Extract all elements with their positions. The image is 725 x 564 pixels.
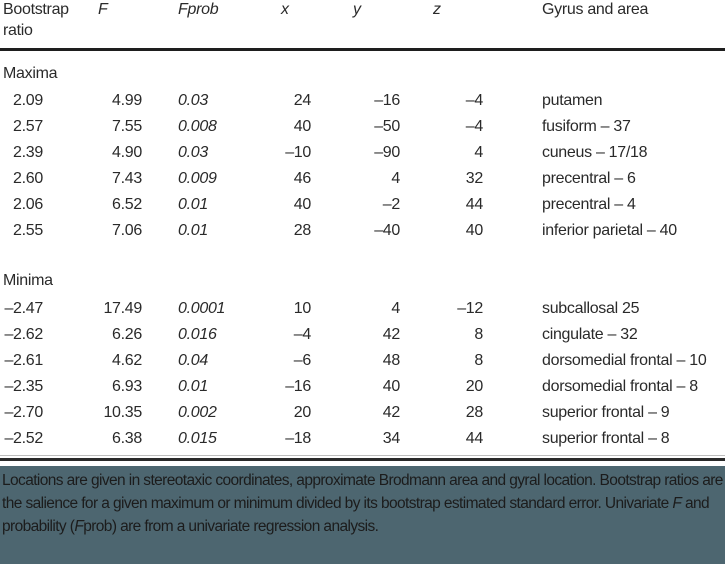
cell-gyrus: putamen: [542, 92, 603, 109]
cell-y: 42: [382, 404, 400, 421]
table-row: [0, 374, 725, 400]
cell-f: 10.35: [103, 404, 142, 421]
cell-y: –2: [382, 196, 400, 213]
cell-fprob: 0.01: [178, 378, 208, 395]
cell-fprob: 0.016: [178, 326, 217, 343]
section-label-minima: Minima: [3, 272, 53, 289]
cell-fprob: 0.01: [178, 222, 208, 239]
cell-fprob: 0.002: [178, 404, 217, 421]
cell-x: –18: [285, 430, 311, 447]
cell-x: –16: [285, 378, 311, 395]
cell-gyrus: precentral – 4: [542, 196, 636, 213]
cell-f: 6.93: [112, 378, 142, 395]
cell-bootstrap: –2.35: [4, 378, 43, 395]
table-row: [0, 192, 725, 218]
cell-z: 32: [465, 170, 483, 187]
cell-z: 8: [474, 352, 483, 369]
cell-bootstrap: 2.39: [13, 144, 43, 161]
table-row: [0, 88, 725, 114]
footnote-f-italic: F: [672, 495, 682, 512]
footnote-text-3: prob) are from a univariate regression analysis.: [83, 518, 379, 535]
cell-y: 40: [382, 378, 400, 395]
cell-x: 24: [293, 92, 311, 109]
table-row: [0, 296, 725, 322]
cell-y: –40: [374, 222, 400, 239]
cell-z: 4: [474, 144, 483, 161]
cell-z: 20: [465, 378, 483, 395]
table-row: [0, 426, 725, 452]
cell-gyrus: superior frontal – 8: [542, 430, 670, 447]
cell-z: 44: [465, 430, 483, 447]
header-z: z: [433, 1, 441, 18]
table-row: [0, 114, 725, 140]
table-row: [0, 400, 725, 426]
cell-bootstrap: –2.52: [4, 430, 43, 447]
cell-f: 6.52: [112, 196, 142, 213]
cell-bootstrap: 2.60: [13, 170, 43, 187]
cell-z: 28: [465, 404, 483, 421]
cell-bootstrap: –2.70: [4, 404, 43, 421]
cell-fprob: 0.01: [178, 196, 208, 213]
cell-fprob: 0.008: [178, 118, 217, 135]
cell-fprob: 0.03: [178, 144, 208, 161]
cell-gyrus: dorsomedial frontal – 10: [542, 352, 707, 369]
cell-gyrus: inferior parietal – 40: [542, 222, 677, 239]
cell-z: –4: [465, 118, 483, 135]
cell-y: –16: [374, 92, 400, 109]
cell-bootstrap: –2.61: [4, 352, 43, 369]
cell-x: 10: [293, 300, 311, 317]
header-bootstrap-ratio: [3, 0, 69, 41]
table-bottom-rule: [0, 458, 725, 461]
cell-f: 17.49: [103, 300, 142, 317]
cell-fprob: 0.009: [178, 170, 217, 187]
cell-fprob: 0.04: [178, 352, 208, 369]
cell-fprob: 0.03: [178, 92, 208, 109]
cell-gyrus: precentral – 6: [542, 170, 636, 187]
cell-y: 42: [382, 326, 400, 343]
cell-bootstrap: 2.55: [13, 222, 43, 239]
cell-f: 6.38: [112, 430, 142, 447]
cell-x: –4: [293, 326, 311, 343]
cell-f: 7.06: [112, 222, 142, 239]
table-row: [0, 166, 725, 192]
cell-x: 40: [293, 196, 311, 213]
cell-x: 20: [293, 404, 311, 421]
table-row: [0, 140, 725, 166]
cell-bootstrap: 2.09: [13, 92, 43, 109]
cell-gyrus: cuneus – 17/18: [542, 144, 648, 161]
footnote-text-1: Locations are given in stereotaxic coordinates, approximate Brodmann area and gyral location. Bootstrap ratios are the salience for a given maximum or minimum divided by its bootstrap estimated standard error. Univariate: [2, 472, 723, 512]
cell-gyrus: cingulate – 32: [542, 326, 638, 343]
header-gyrus-area: Gyrus and area: [542, 1, 649, 18]
table-row: [0, 218, 725, 244]
section-label-maxima: Maxima: [3, 65, 58, 82]
header-fprob: Fprob: [178, 1, 219, 18]
cell-y: 48: [382, 352, 400, 369]
cell-f: 4.62: [112, 352, 142, 369]
cell-z: –4: [465, 92, 483, 109]
cell-y: 34: [382, 430, 400, 447]
cell-bootstrap: –2.62: [4, 326, 43, 343]
cell-x: –10: [285, 144, 311, 161]
cell-y: –90: [374, 144, 400, 161]
cell-x: 46: [293, 170, 311, 187]
cell-gyrus: superior frontal – 9: [542, 404, 670, 421]
header-f: F: [98, 1, 108, 18]
cell-f: 7.43: [112, 170, 142, 187]
header-bootstrap-line1: Bootstrap: [3, 1, 69, 18]
cell-fprob: 0.015: [178, 430, 217, 447]
table-row: [0, 322, 725, 348]
cell-bootstrap: 2.06: [13, 196, 43, 213]
cell-fprob: 0.0001: [178, 300, 226, 317]
cell-bootstrap: –2.47: [4, 300, 43, 317]
cell-y: –50: [374, 118, 400, 135]
cell-f: 7.55: [112, 118, 142, 135]
table-row: [0, 348, 725, 374]
cell-y: 4: [391, 170, 400, 187]
cell-f: 4.99: [112, 92, 142, 109]
cell-x: –6: [293, 352, 311, 369]
header-rule: [0, 48, 725, 51]
cell-x: 28: [293, 222, 311, 239]
footnote-fprob-italic: F: [74, 518, 84, 535]
table-header: [0, 0, 725, 48]
footnote-text-2: and probability (: [2, 495, 710, 535]
cell-x: 40: [293, 118, 311, 135]
cell-gyrus: subcallosal 25: [542, 300, 640, 317]
cell-y: 4: [391, 300, 400, 317]
header-bootstrap-line2: ratio: [3, 22, 33, 39]
cell-gyrus: dorsomedial frontal – 8: [542, 378, 698, 395]
cell-z: –12: [457, 300, 483, 317]
cell-bootstrap: 2.57: [13, 118, 43, 135]
cell-f: 6.26: [112, 326, 142, 343]
cell-gyrus: fusiform – 37: [542, 118, 631, 135]
cell-f: 4.90: [112, 144, 142, 161]
header-x: x: [281, 1, 289, 18]
cell-z: 8: [474, 326, 483, 343]
table-footnote: [0, 466, 725, 564]
cell-z: 40: [465, 222, 483, 239]
cell-z: 44: [465, 196, 483, 213]
header-y: y: [353, 1, 361, 18]
table-bottom-thin-rule: [0, 455, 725, 456]
